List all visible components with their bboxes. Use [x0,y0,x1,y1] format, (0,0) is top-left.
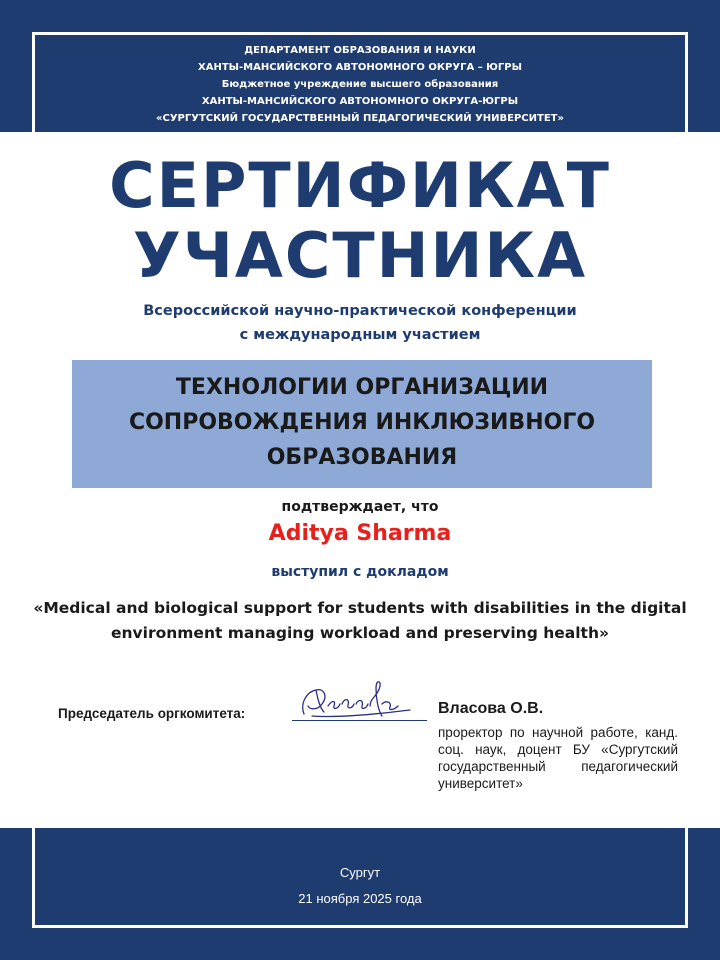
conference-theme [72,370,652,475]
participant-name: Aditya Sharma [268,521,452,546]
chair-position: проректор по научной работе, канд. соц. наук, доцент БУ «Сургутский государственный педагогический университет» [438,725,678,791]
confirms-text: подтверждает, что [281,499,439,515]
issuer-header [60,42,660,127]
header-line-4: ХАНТЫ-МАНСИЙСКОГО АВТОНОМНОГО ОКРУГА-ЮГРЫ [201,96,519,107]
signature-image [298,676,416,724]
report-line-1: «Medical and biological support for students with disabilities in the digital [33,599,687,617]
conference-line-2: с международным участием [239,327,481,343]
footer-city: Сургут [339,865,381,880]
spoke-text: выступил с докладом [271,564,449,580]
conference-description [0,299,720,347]
theme-line-2: СОПРОВОЖДЕНИЯ ИНКЛЮЗИВНОГО [128,410,596,435]
footer-date: 21 ноября 2025 года [298,891,422,906]
certificate-title: СЕРТИФИКАТ [109,149,611,222]
chair-label: Председатель оргкомитета: [58,706,246,721]
report-line-2: environment managing workload and preserving health» [110,624,609,642]
certificate-subtitle: УЧАСТНИКА [132,219,588,292]
report-title [12,596,708,646]
theme-line-3: ОБРАЗОВАНИЯ [266,445,458,470]
signature-line [292,720,427,721]
header-line-5: «СУРГУТСКИЙ ГОСУДАРСТВЕННЫЙ ПЕДАГОГИЧЕСКИЙ УНИВЕРСИТЕТ» [156,113,564,124]
theme-line-1: ТЕХНОЛОГИИ ОРГАНИЗАЦИИ [175,375,549,400]
header-line-3: Бюджетное учреждение высшего образования [221,79,499,90]
conference-line-1: Всероссийской научно-практической конференции [143,303,577,319]
chair-name: Власова О.В. [438,700,544,717]
header-line-2: ХАНТЫ-МАНСИЙСКОГО АВТОНОМНОГО ОКРУГА – ЮГРЫ [198,62,522,73]
header-line-1: ДЕПАРТАМЕНТ ОБРАЗОВАНИЯ И НАУКИ [244,45,476,56]
